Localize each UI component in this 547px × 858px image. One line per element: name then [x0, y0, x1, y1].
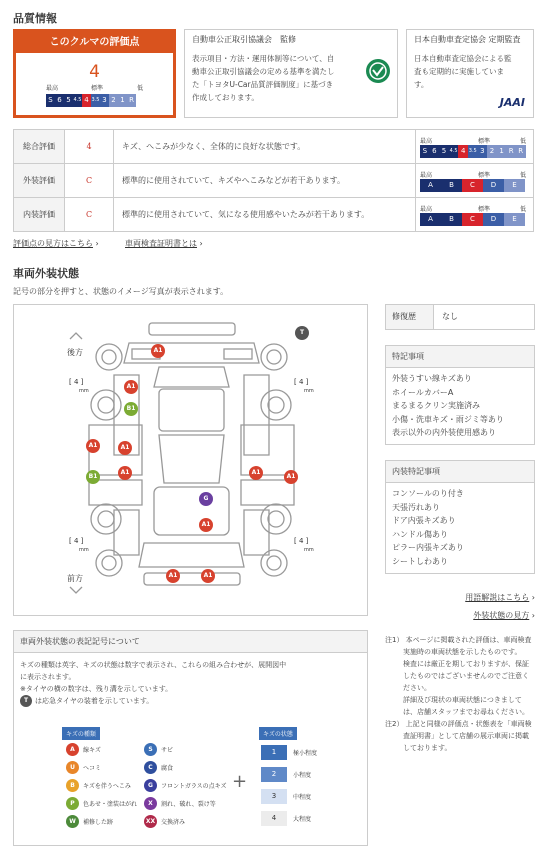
- kind-code: XX: [144, 815, 157, 828]
- scale-cell: 4.5: [449, 145, 459, 158]
- jaaa-text-line: 動車公正取引協議会の定める基準を満たし: [192, 67, 335, 76]
- scale-cell: 3: [100, 94, 109, 107]
- scale-cell: 2: [109, 94, 118, 107]
- scale-cell: A: [420, 179, 441, 192]
- tire-depth-value: [ 4 ]: [294, 378, 309, 386]
- severity-code: 1: [261, 745, 287, 760]
- tire-depth-rear-right: [294, 378, 314, 394]
- scale-cell: 5: [439, 145, 449, 158]
- total-scale: [420, 145, 529, 158]
- kind-name: サビ: [161, 747, 174, 754]
- severity-title: キズの状態: [259, 727, 297, 740]
- scale-cell: R: [516, 145, 526, 158]
- kind-name: へコミ: [83, 765, 102, 772]
- scale-cell: 5: [64, 94, 73, 107]
- jaaa-text-line: た「トヨタU-Car品質評価制度」に基づき: [192, 80, 334, 89]
- list-item: ホイールカバーA: [392, 387, 454, 397]
- note-line: 注2） 上記と同様の評価点・状態表を「車両検: [385, 720, 532, 728]
- kind-name: 腐食: [161, 765, 174, 772]
- scale-cell: 6: [430, 145, 440, 158]
- scale-low-label: 低: [136, 85, 143, 92]
- aai-text-line: 査も定期的に実施していま: [414, 67, 504, 76]
- temp-tire-icon: T: [20, 695, 32, 707]
- inspection-link[interactable]: [125, 238, 203, 249]
- mini-high: 最高: [420, 171, 433, 179]
- severity-code: 4: [261, 811, 287, 826]
- damage-mark[interactable]: A1: [166, 569, 180, 583]
- tire-depth-rear-left: [69, 378, 89, 394]
- tire-unit: mm: [304, 388, 314, 394]
- repair-value: なし: [442, 312, 458, 321]
- severity-row: [261, 811, 311, 826]
- rear-label: 後方: [67, 348, 83, 357]
- tire-unit: mm: [304, 547, 314, 553]
- evaluation-header: このクルマの評価点: [16, 32, 173, 53]
- exterior-view-link[interactable]: [473, 610, 535, 621]
- chevron-right-icon: ›: [531, 611, 535, 620]
- legend-text-line: キズの種類は英字、キズの状態は数字で表示され、これらの組み合わせが、展開図中: [20, 661, 287, 669]
- scale-cell: 3.5: [91, 94, 100, 107]
- severity-label: 極小程度: [293, 750, 318, 757]
- scale-cell: 2: [487, 145, 497, 158]
- kind-code: C: [144, 761, 157, 774]
- scale-cell-selected: 4: [82, 94, 91, 107]
- scale-cell: B: [441, 179, 462, 192]
- scale-cell: 6: [55, 94, 64, 107]
- grade-table: [13, 129, 534, 232]
- scale-cell: B: [441, 213, 462, 226]
- tire-depth-front-left: [69, 537, 89, 553]
- damage-mark[interactable]: B1: [86, 470, 100, 484]
- aai-text-line: 日本自動車査定協会による監: [414, 54, 512, 63]
- grade-description: 標準的に使用されていて、キズやへこみなどが若干あります。: [114, 164, 416, 198]
- note-line: したものではございませんのでご注意く: [403, 672, 529, 680]
- mini-std: 標準: [478, 171, 491, 179]
- mini-low: 低: [519, 205, 526, 213]
- scale-cell: 1: [497, 145, 507, 158]
- tire-unit: mm: [79, 547, 89, 553]
- scale-cell-selected: C: [462, 179, 483, 192]
- kind-row: [144, 779, 227, 792]
- legend-text-line: ※タイヤの横の数字は、残り溝を示しています。: [20, 685, 173, 693]
- list-item: コンソールのり付き: [392, 489, 464, 498]
- scale-cell: A: [420, 213, 441, 226]
- table-row: [14, 164, 534, 198]
- note-line: 実施時の車両状態を示したものです。: [403, 648, 522, 656]
- scale-cell: R: [127, 94, 136, 107]
- kind-code: S: [144, 743, 157, 756]
- exterior-scale: [420, 179, 529, 192]
- kind-code: P: [66, 797, 79, 810]
- repair-label: 修復歴: [386, 305, 434, 329]
- severity-label: 大程度: [293, 816, 312, 823]
- kind-name: キズを伴うへこみ: [83, 783, 131, 790]
- legend-title: 車両外装状態の表記記号について: [14, 631, 367, 653]
- symbol-legend: [13, 630, 368, 846]
- note-line: ださい。: [403, 684, 431, 692]
- note-line: 詳細及び現状の車両状態につきまして: [403, 696, 522, 704]
- scale-cell: 1: [118, 94, 127, 107]
- list-item: 小傷・洗車キズ・雨ジミ等あり: [392, 414, 504, 424]
- damage-mark[interactable]: A1: [284, 470, 298, 484]
- scale-cell: S: [420, 145, 430, 158]
- list-item: まるまるクリン実施済み: [392, 401, 480, 410]
- kind-code: G: [144, 779, 157, 792]
- grade-value: 4: [65, 130, 114, 164]
- scale-std-label: 標準: [91, 85, 104, 92]
- damage-mark[interactable]: A1: [199, 518, 213, 532]
- damage-mark[interactable]: A1: [118, 441, 132, 455]
- glossary-link-text[interactable]: 用語解説はこちら: [465, 593, 530, 602]
- aai-panel: [406, 29, 534, 118]
- severity-row: [261, 745, 317, 760]
- section-title-quality: 品質情報: [13, 12, 57, 25]
- damage-mark[interactable]: G: [199, 492, 213, 506]
- front-label: 前方: [67, 574, 83, 583]
- how-to-read-link-text[interactable]: 評価点の見方はこちら: [13, 239, 93, 248]
- jaaa-text-line: 表示項目・方法・運用体制等について、自: [192, 54, 335, 63]
- scale-cell-selected: C: [462, 213, 483, 226]
- scale-cell: 3: [478, 145, 488, 158]
- scale-cell: 4.5: [73, 94, 82, 107]
- mini-high: 最高: [420, 205, 433, 213]
- kind-name: フロントガラスの点キズ: [161, 783, 227, 790]
- grade-label: 外装評価: [14, 164, 65, 198]
- grade-description: キズ、へこみが少なく、全体的に良好な状態です。: [114, 130, 416, 164]
- scale-cell: 3.5: [468, 145, 478, 158]
- grade-label: 総合評価: [14, 130, 65, 164]
- damage-mark-temp-tire[interactable]: T: [295, 326, 309, 340]
- table-row: [14, 130, 534, 164]
- interior-notes-title: 内装特記事項: [386, 461, 534, 483]
- list-item: ドア内張キズあり: [392, 516, 456, 525]
- special-notes-title: 特記事項: [386, 346, 534, 368]
- kind-row: [144, 761, 173, 774]
- tire-depth-value: [ 4 ]: [69, 378, 84, 386]
- jaaa-panel: [184, 29, 398, 118]
- disclaimer-notes: [385, 634, 535, 754]
- mini-std: 標準: [478, 205, 491, 213]
- scale-cell: E: [504, 179, 525, 192]
- tire-depth-value: [ 4 ]: [294, 537, 309, 545]
- kind-code: B: [66, 779, 79, 792]
- kind-row: [66, 743, 101, 756]
- damage-mark[interactable]: A1: [118, 466, 132, 480]
- kind-row: [66, 797, 137, 810]
- kind-row: [144, 743, 173, 756]
- scale-cell: E: [504, 213, 525, 226]
- scale-cell: D: [483, 213, 504, 226]
- scale-cell: D: [483, 179, 504, 192]
- jaai-logo: JAAI: [499, 96, 525, 109]
- evaluation-score: 4: [89, 62, 100, 82]
- interior-notes-panel: [385, 460, 535, 574]
- grade-value: C: [65, 164, 114, 198]
- note-line: 査証明書」として店舗の展示車両に掲載: [403, 732, 529, 740]
- kind-name: 補修した跡: [83, 819, 114, 826]
- kind-title: キズの種類: [62, 727, 100, 740]
- car-diagram: [13, 304, 368, 616]
- damage-mark[interactable]: A1: [201, 569, 215, 583]
- section-title-exterior: 車両外装状態: [13, 267, 79, 280]
- special-notes-panel: [385, 345, 535, 445]
- tire-depth-front-right: [294, 537, 314, 553]
- kind-name: 割れ、破れ、裂け等: [161, 801, 216, 808]
- damage-mark[interactable]: B1: [124, 402, 138, 416]
- repair-history: [385, 304, 535, 330]
- severity-label: 小程度: [293, 772, 312, 779]
- kind-row: [66, 815, 113, 828]
- note-line: しております。: [403, 744, 452, 752]
- kind-code: A: [66, 743, 79, 756]
- severity-row: [261, 789, 311, 804]
- severity-code: 2: [261, 767, 287, 782]
- mini-low: 低: [519, 171, 526, 179]
- damage-mark[interactable]: A1: [124, 380, 138, 394]
- exterior-note: 記号の部分を押すと、状態のイメージ写真が表示されます。: [13, 287, 229, 296]
- grade-description: 標準的に使用されていて、気になる使用感やいたみが若干あります。: [114, 198, 416, 232]
- aai-text-line: す。: [414, 80, 429, 89]
- how-to-read-link[interactable]: [13, 238, 99, 249]
- kind-name: 色あせ・塗装はがれ: [83, 801, 138, 808]
- tire-depth-value: [ 4 ]: [69, 537, 84, 545]
- tire-unit: mm: [79, 388, 89, 394]
- glossary-link[interactable]: [465, 592, 535, 603]
- severity-row: [261, 767, 311, 782]
- kind-name: 交換済み: [161, 819, 186, 826]
- kind-name: 線キズ: [83, 747, 101, 754]
- scale-cell: S: [46, 94, 55, 107]
- note-line: 注1） 本ページに掲載された評価は、車両検査: [385, 636, 532, 644]
- list-item: シートしわあり: [392, 556, 448, 566]
- scale-cell-selected: 4: [458, 145, 468, 158]
- chevron-right-icon: ›: [95, 239, 99, 248]
- severity-label: 中程度: [293, 794, 312, 801]
- grade-label: 内装評価: [14, 198, 65, 232]
- kind-code: X: [144, 797, 157, 810]
- list-item: 天張汚れあり: [392, 502, 440, 512]
- legend-text-line: に表示されます。: [20, 673, 76, 681]
- chevron-up-icon: [70, 333, 82, 339]
- exterior-view-link-text[interactable]: 外装状態の見方: [473, 611, 530, 620]
- score-scale: [46, 94, 173, 107]
- legend-text-line: は応急タイヤの装着を示しています。: [35, 697, 154, 705]
- interior-scale: [420, 213, 529, 226]
- table-row: [14, 198, 534, 232]
- scale-high-label: 最高: [46, 85, 59, 92]
- kind-row: [144, 815, 185, 828]
- kind-code: U: [66, 761, 79, 774]
- damage-mark[interactable]: A1: [249, 466, 263, 480]
- plus-sign: +: [232, 771, 248, 792]
- jaaa-seal-icon: [365, 58, 391, 84]
- list-item: ハンドル傷あり: [392, 529, 448, 539]
- damage-mark[interactable]: A1: [86, 439, 100, 453]
- list-item: 表示以外の内外装使用感あり: [392, 428, 496, 437]
- scale-cell: R: [506, 145, 516, 158]
- kind-row: [144, 797, 216, 810]
- kind-row: [66, 761, 101, 774]
- severity-code: 3: [261, 789, 287, 804]
- list-item: ピラー内張キズあり: [392, 543, 464, 552]
- list-item: 外装うすい線キズあり: [392, 374, 472, 383]
- grade-value: C: [65, 198, 114, 232]
- chevron-down-icon: [70, 587, 82, 593]
- note-line: は、店舗スタッフまでお尋ねください。: [403, 708, 529, 716]
- kind-code: W: [66, 815, 79, 828]
- mini-high: 最高: [420, 137, 433, 145]
- aai-title: 日本自動車査定協会 定期監査: [414, 35, 521, 44]
- chevron-right-icon: ›: [531, 593, 535, 602]
- mini-std: 標準: [478, 137, 491, 145]
- mini-low: 低: [519, 137, 526, 145]
- kind-row: [66, 779, 131, 792]
- note-line: 検査には厳正を期しておりますが、保証: [403, 660, 529, 668]
- inspection-link-text[interactable]: 車両検査証明書とは: [125, 239, 197, 248]
- chevron-right-icon: ›: [199, 239, 203, 248]
- damage-mark[interactable]: A1: [151, 344, 165, 358]
- jaaa-text-line: 作成しております。: [192, 93, 259, 102]
- jaaa-title: 自動車公正取引協議会 監修: [192, 35, 296, 44]
- evaluation-score-box: [13, 29, 176, 118]
